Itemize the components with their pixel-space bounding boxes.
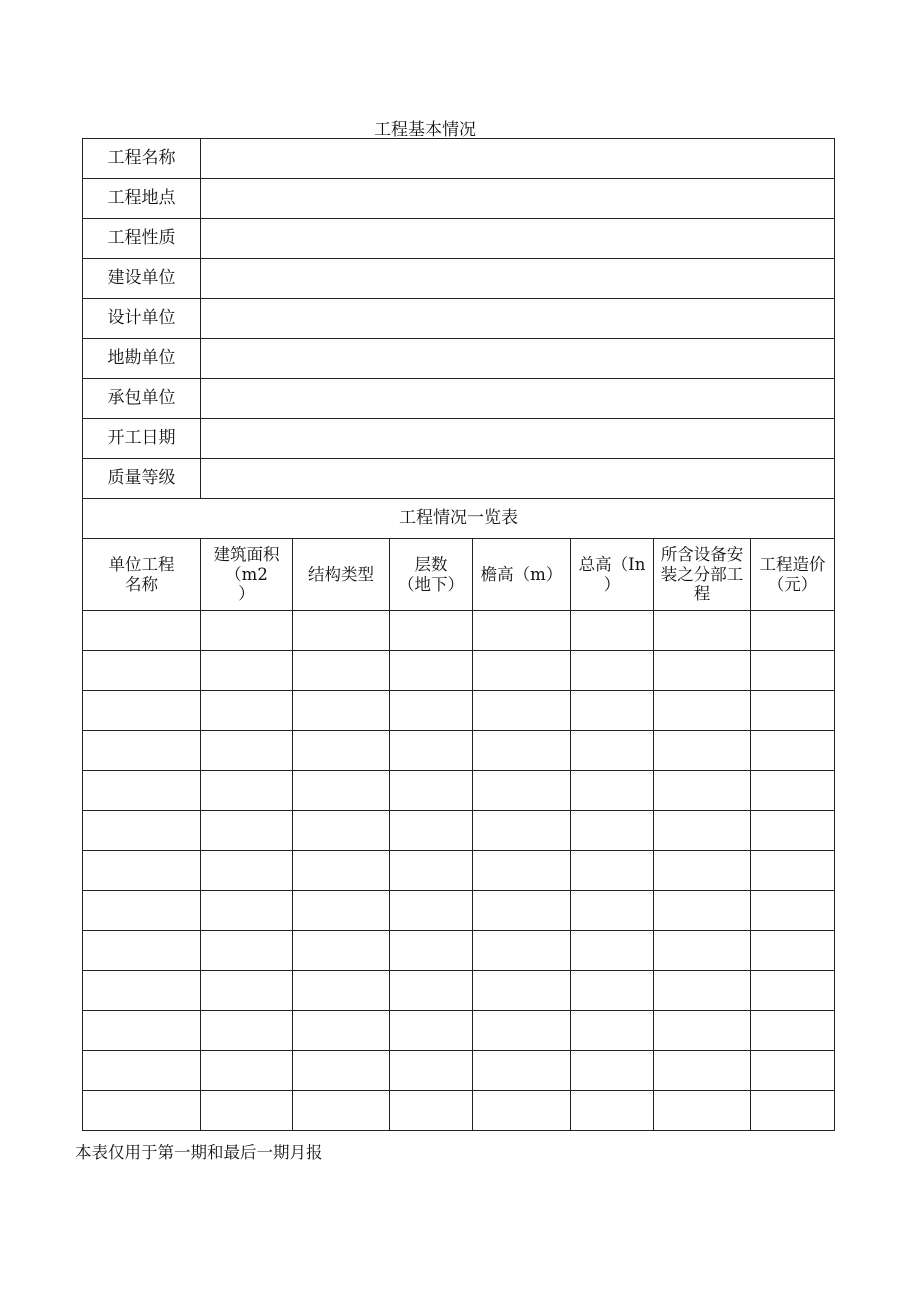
table-cell[interactable] (654, 811, 751, 851)
table-cell[interactable] (293, 891, 390, 931)
info-value-field[interactable] (201, 459, 835, 499)
column-header-line: 檐高（m） (480, 564, 563, 584)
column-header-row (83, 539, 835, 611)
table-cell[interactable] (83, 651, 201, 691)
info-row (83, 179, 835, 219)
table-row (83, 691, 835, 731)
table-cell[interactable] (83, 931, 201, 971)
footnote: 本表仅用于第一期和最后一期月报 (75, 1143, 323, 1162)
table-cell[interactable] (201, 851, 293, 891)
summary-title: 工程情况一览表 (83, 499, 835, 539)
column-header-line: 层数 (414, 554, 448, 574)
table-cell[interactable] (83, 1091, 201, 1131)
table-cell[interactable] (390, 811, 473, 851)
table-row (83, 611, 835, 651)
table-cell[interactable] (654, 731, 751, 771)
info-label: 工程性质 (83, 219, 201, 259)
table-cell[interactable] (293, 1051, 390, 1091)
table-row (83, 931, 835, 971)
info-label: 质量等级 (83, 459, 201, 499)
info-label: 设计单位 (83, 299, 201, 339)
table-cell[interactable] (293, 771, 390, 811)
table-cell[interactable] (751, 771, 835, 811)
table-cell[interactable] (751, 1051, 835, 1091)
table-cell[interactable] (83, 971, 201, 1011)
table-cell[interactable] (473, 971, 571, 1011)
table-cell[interactable] (83, 851, 201, 891)
table-cell[interactable] (390, 971, 473, 1011)
info-row (83, 299, 835, 339)
table-cell[interactable] (571, 771, 654, 811)
table-cell[interactable] (201, 691, 293, 731)
table-body (83, 139, 835, 1131)
table-cell[interactable] (201, 931, 293, 971)
info-value-field[interactable] (201, 419, 835, 459)
table-cell[interactable] (473, 771, 571, 811)
info-value-field[interactable] (201, 379, 835, 419)
table-cell[interactable] (293, 851, 390, 891)
table-cell[interactable] (654, 611, 751, 651)
column-header-line: 建筑面积（m2 (213, 544, 280, 584)
column-header-line: ） (238, 584, 255, 604)
table-cell[interactable] (201, 1051, 293, 1091)
table-row (83, 731, 835, 771)
column-header (473, 539, 571, 611)
column-header-line: （地下） (398, 574, 464, 594)
info-label: 工程地点 (83, 179, 201, 219)
table-cell[interactable] (571, 611, 654, 651)
form-title: 工程基本情况 (374, 120, 476, 140)
table-cell[interactable] (571, 931, 654, 971)
table-cell[interactable] (390, 1091, 473, 1131)
info-row (83, 459, 835, 499)
table-cell[interactable] (654, 771, 751, 811)
table-cell[interactable] (654, 1011, 751, 1051)
table-cell[interactable] (83, 611, 201, 651)
table-cell[interactable] (473, 691, 571, 731)
table-cell[interactable] (751, 1091, 835, 1131)
table-cell[interactable] (571, 651, 654, 691)
table-cell[interactable] (293, 691, 390, 731)
table-cell[interactable] (293, 611, 390, 651)
table-cell[interactable] (571, 891, 654, 931)
info-row (83, 259, 835, 299)
table-cell[interactable] (293, 811, 390, 851)
table-cell[interactable] (293, 931, 390, 971)
table-cell[interactable] (473, 651, 571, 691)
column-header (83, 539, 201, 611)
table-cell[interactable] (201, 891, 293, 931)
table-row (83, 1011, 835, 1051)
table-cell[interactable] (293, 1011, 390, 1051)
table-row (83, 891, 835, 931)
table-cell[interactable] (654, 931, 751, 971)
table-cell[interactable] (83, 691, 201, 731)
column-header (751, 539, 835, 611)
table-cell[interactable] (201, 971, 293, 1011)
column-header-line: （元） (767, 574, 818, 594)
info-value-field[interactable] (201, 259, 835, 299)
column-header-line: 单位工程 (108, 554, 175, 574)
table-cell[interactable] (571, 731, 654, 771)
table-cell[interactable] (473, 851, 571, 891)
table-cell[interactable] (201, 611, 293, 651)
table-cell[interactable] (390, 1051, 473, 1091)
table-cell[interactable] (751, 931, 835, 971)
info-value-field[interactable] (201, 339, 835, 379)
table-cell[interactable] (201, 1011, 293, 1051)
table-cell[interactable] (83, 771, 201, 811)
column-header-line: 程 (693, 584, 711, 604)
table-cell[interactable] (83, 731, 201, 771)
summary-title-row (83, 499, 835, 539)
column-header-line: 工程造价 (759, 554, 826, 574)
table-cell[interactable] (201, 771, 293, 811)
table-cell[interactable] (390, 691, 473, 731)
info-row (83, 139, 835, 179)
column-header-line: 总高（In (578, 554, 646, 574)
info-value-field[interactable] (201, 299, 835, 339)
table-cell[interactable] (473, 731, 571, 771)
column-header (571, 539, 654, 611)
info-label: 开工日期 (83, 419, 201, 459)
table-cell[interactable] (473, 1051, 571, 1091)
table-row (83, 651, 835, 691)
table-cell[interactable] (83, 811, 201, 851)
table-row (83, 851, 835, 891)
table-cell[interactable] (83, 891, 201, 931)
info-row (83, 379, 835, 419)
project-info-table (82, 138, 835, 1131)
table-cell[interactable] (390, 611, 473, 651)
table-cell[interactable] (390, 1011, 473, 1051)
column-header (293, 539, 390, 611)
table-row (83, 771, 835, 811)
table-cell[interactable] (293, 971, 390, 1011)
table-cell[interactable] (473, 931, 571, 971)
table-cell[interactable] (83, 1051, 201, 1091)
column-header-line: 名称 (125, 574, 158, 594)
table-cell[interactable] (83, 1011, 201, 1051)
table-cell[interactable] (571, 971, 654, 1011)
table-cell[interactable] (390, 851, 473, 891)
table-cell[interactable] (571, 1091, 654, 1131)
table-cell[interactable] (751, 651, 835, 691)
table-cell[interactable] (390, 651, 473, 691)
info-value-field[interactable] (201, 179, 835, 219)
info-label: 地勘单位 (83, 339, 201, 379)
table-cell[interactable] (201, 651, 293, 691)
table-cell[interactable] (473, 1091, 571, 1131)
table-cell[interactable] (751, 811, 835, 851)
table-cell[interactable] (201, 1091, 293, 1131)
table-cell[interactable] (571, 1051, 654, 1091)
table-cell[interactable] (654, 1051, 751, 1091)
info-row (83, 219, 835, 259)
table-cell[interactable] (390, 771, 473, 811)
table-cell[interactable] (654, 851, 751, 891)
table-row (83, 811, 835, 851)
table-cell[interactable] (201, 731, 293, 771)
info-label: 工程名称 (83, 139, 201, 179)
table-cell[interactable] (473, 891, 571, 931)
table-cell[interactable] (751, 731, 835, 771)
table-cell[interactable] (654, 1091, 751, 1131)
table-cell[interactable] (390, 931, 473, 971)
table-cell[interactable] (654, 691, 751, 731)
info-value-field[interactable] (201, 219, 835, 259)
table-cell[interactable] (751, 891, 835, 931)
table-cell[interactable] (654, 971, 751, 1011)
table-cell[interactable] (201, 811, 293, 851)
column-header-line: 结构类型 (308, 564, 374, 584)
table-cell[interactable] (571, 691, 654, 731)
table-cell[interactable] (293, 651, 390, 691)
table-cell[interactable] (751, 691, 835, 731)
table-row (83, 1051, 835, 1091)
table-cell[interactable] (293, 731, 390, 771)
column-header-line: 所含设备安 (660, 544, 744, 564)
table-cell[interactable] (654, 891, 751, 931)
table-cell[interactable] (390, 731, 473, 771)
table-cell[interactable] (751, 851, 835, 891)
table-cell[interactable] (390, 891, 473, 931)
table-cell[interactable] (571, 851, 654, 891)
table-cell[interactable] (473, 611, 571, 651)
table-cell[interactable] (751, 611, 835, 651)
table-cell[interactable] (654, 651, 751, 691)
table-cell[interactable] (571, 811, 654, 851)
info-row (83, 339, 835, 379)
column-header-line: ） (603, 574, 621, 594)
info-label: 承包单位 (83, 379, 201, 419)
table-row (83, 1091, 835, 1131)
column-header (201, 539, 293, 611)
info-value-field[interactable] (201, 139, 835, 179)
table-cell[interactable] (571, 1011, 654, 1051)
column-header (390, 539, 473, 611)
table-cell[interactable] (751, 971, 835, 1011)
table-cell[interactable] (751, 1011, 835, 1051)
table-cell[interactable] (473, 1011, 571, 1051)
info-label: 建设单位 (83, 259, 201, 299)
table-cell[interactable] (473, 811, 571, 851)
table-cell[interactable] (293, 1091, 390, 1131)
table-row (83, 971, 835, 1011)
column-header-line: 装之分部工 (660, 564, 744, 584)
column-header (654, 539, 751, 611)
info-row (83, 419, 835, 459)
